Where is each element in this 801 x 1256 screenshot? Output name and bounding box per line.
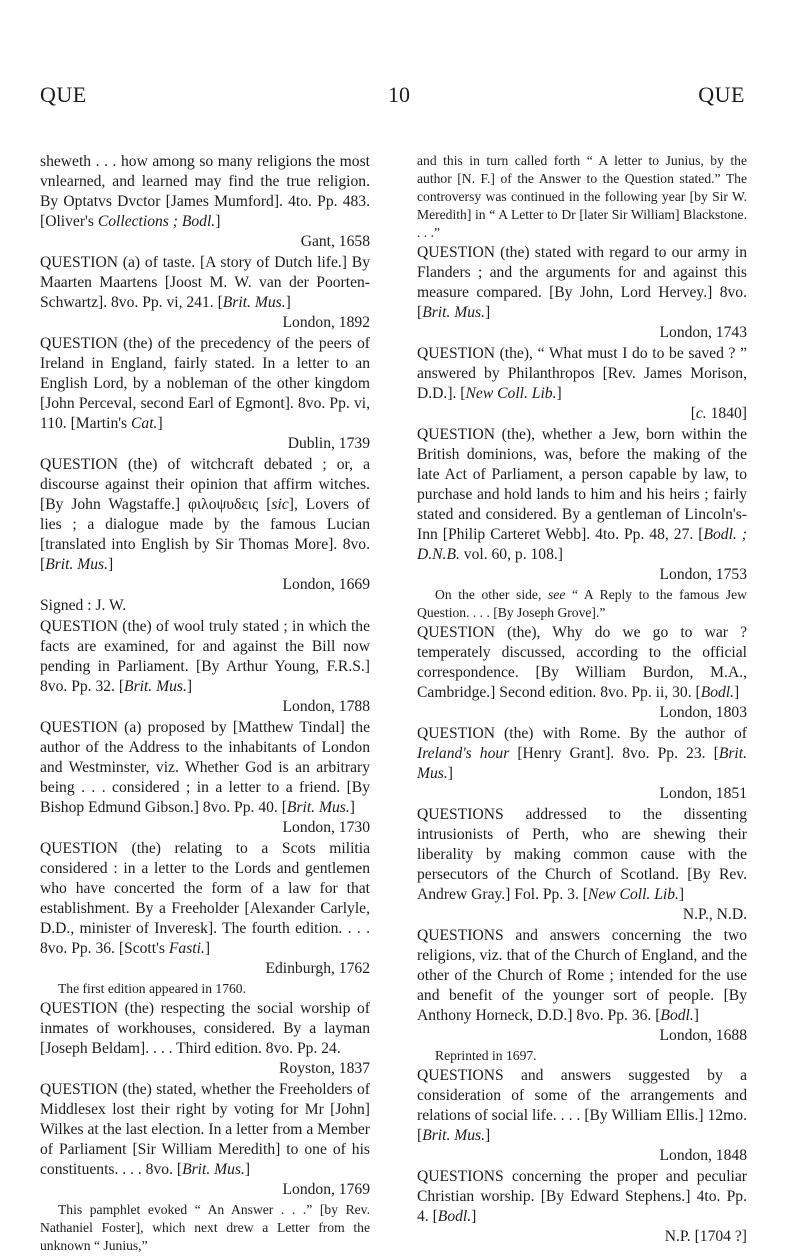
- edition-note: The first edition appeared in 1760.: [58, 981, 246, 996]
- running-header: [0, 82, 801, 110]
- entry-workhouses-worship: QUESTION (the) respecting the social worship of inmates of workhouses, considered. By a layman [Joseph Beldam]. . . . Third edition. 8vo. Pp. 24. Royston, 1837: [40, 1000, 370, 1077]
- entry-whether-a-jew: QUESTION (the), whether a Jew, born within the British dominions, was, before the making of the late Act of Parliament, a person capable by law, to purchase and hold lands to him and his heirs ; fairly stated and considered. By a gentleman of Lincoln's-Inn [Philip Carteret Webb]. 4to. Pp. 48, 27. [Bodl. ; D.N.B. vol. 60, p. 108.] London, 1753: [417, 426, 747, 583]
- entry-precedency-peers-ireland: QUESTION (the) of the precedency of the peers of Ireland in England, fairly stated. In a letter to an English Lord, by a nobleman of the other kingdom [John Perceval, second Earl of Egmont]. 8vo. Pp. vi, 110. [Martin's Cat.] Dublin, 1739: [40, 335, 370, 452]
- left-column: [40, 152, 370, 1256]
- imprint: Royston, 1837: [279, 1060, 370, 1077]
- imprint: London, 1688: [659, 1027, 747, 1044]
- entry-question-of-taste: QUESTION (a) of taste. [A story of Dutch life.] By Maarten Maartens [Joost M. W. van der Poorten-Schwartz]. 8vo. Pp. vi, 241. [Brit. Mus.] London, 1892: [40, 254, 370, 331]
- entry-optatus-ductor: sheweth . . . how among so many religions the most vnlearned, and learned may find the true religion. By Optatvs Dvctor [James Mumford]. 4to. Pp. 483. [Oliver's Collections ; Bodl.] Gant, 1658: [40, 153, 370, 250]
- pamphlet-note: This pamphlet evoked “ An Answer . . .” [by Rev. Nathaniel Foster], which next drew a Letter from the unknown “ Junius,”: [40, 1202, 370, 1253]
- imprint: London, 1730: [282, 819, 370, 836]
- jew-question-note: On the other side, see “ A Reply to the famous Jew Question. . . . [By Joseph Grove].”: [417, 587, 747, 620]
- entry-what-must-i-do: QUESTION (the), “ What must I do to be saved ? ” answered by Philanthropos [Rev. James Morison, D.D.]. [New Coll. Lib.] [c. 1840]: [417, 345, 747, 422]
- entry-christian-worship: QUESTIONS concerning the proper and peculiar Christian worship. [By Edward Stephens.] 4to. Pp. 4. [Bodl.] N.P. [1704 ?]: [417, 1168, 747, 1245]
- entry-witchcraft-debated: QUESTION (the) of witchcraft debated ; or, a discourse against their opinion that affirm witches. [By John Wagstaffe.] φιλοψυδεις [sic], Lovers of lies ; a dialogue made by the famous Lucian [translated into English by Sir Thomas More]. 8vo. [Brit. Mus.] London, 1669: [40, 456, 370, 593]
- right-headword: QUE: [698, 82, 745, 107]
- junius-note-continued: and this in turn called forth “ A letter to Junius, by the author [N. F.] of the Answer to the Question stated.” The controversy was continued in the following year [by Sir W. Meredith] in “ A Letter to Dr [later Sir William] Blackstone. . . .”: [417, 153, 747, 240]
- imprint: London, 1669: [282, 576, 370, 593]
- right-column: [417, 152, 747, 1248]
- imprint: London, 1788: [282, 698, 370, 715]
- reprint-note: Reprinted in 1697.: [435, 1048, 537, 1063]
- imprint: N.P. [1704 ?]: [664, 1228, 747, 1245]
- entry-proposed-tindal: QUESTION (a) proposed by [Matthew Tindal] the author of the Address to the inhabitants of London and Westminster, viz. Whether God is an arbitrary being . . . considered ; in a letter to a friend. [By Bishop Edmund Gibson.] 8vo. Pp. 40. [Brit. Mus.] London, 1730: [40, 719, 370, 836]
- entry-two-religions: QUESTIONS and answers concerning the two religions, viz. that of the Church of England, and the other of the Church of Rome ; intended for the use and benefit of the younger sort of people. [By Anthony Horneck, D.D.] 8vo. Pp. 36. [Bodl.] London, 1688: [417, 927, 747, 1044]
- imprint: London, 1743: [659, 324, 747, 341]
- imprint: London, 1769: [282, 1181, 370, 1198]
- imprint: Gant, 1658: [300, 233, 370, 250]
- imprint: N.P., N.D.: [682, 906, 747, 923]
- signed-note: Signed : J. W.: [40, 597, 127, 614]
- imprint: London, 1851: [659, 785, 747, 802]
- imprint: Edinburgh, 1762: [265, 960, 370, 977]
- entry-why-go-to-war: QUESTION (the), Why do we go to war ? temperately discussed, according to the official correspondence. [By William Burdon, M.A., Cambridge.] Second edition. 8vo. Pp. ii, 30. [Bodl.] London, 1803: [417, 624, 747, 721]
- left-headword: QUE: [40, 82, 87, 107]
- entry-wool-truly-stated: QUESTION (the) of wool truly stated ; in which the facts are examined, for and against the Bill now pending in Parliament. [By Arthur Young, F.R.S.] 8vo. Pp. 32. [Brit. Mus.] London, 1788: [40, 618, 370, 715]
- imprint: Dublin, 1739: [287, 435, 370, 452]
- imprint: London, 1803: [659, 704, 747, 721]
- entry-scots-militia: QUESTION (the) relating to a Scots militia considered : in a letter to the Lords and gentlemen who have concerted the form of a law for that establishment. By a Freeholder [Alexander Carlyle, D.D., minister of Inveresk]. The fourth edition. . . . 8vo. Pp. 36. [Scott's Fasti.] Edinburgh, 1762: [40, 840, 370, 977]
- imprint: London, 1848: [659, 1147, 747, 1164]
- entry-social-life: QUESTIONS and answers suggested by a consideration of some of the arrangements and relations of social life. . . . [By William Ellis.] 12mo. [Brit. Mus.] London, 1848: [417, 1067, 747, 1164]
- imprint: London, 1892: [282, 314, 370, 331]
- imprint: London, 1753: [659, 566, 747, 583]
- entry-with-rome: QUESTION (the) with Rome. By the author of Ireland's hour [Henry Grant]. 8vo. Pp. 23. [Brit. Mus.] London, 1851: [417, 725, 747, 802]
- entry-army-flanders: QUESTION (the) stated with regard to our army in Flanders ; and the arguments for and against this measure compared. [By John, Lord Hervey.] 8vo. [Brit. Mus.] London, 1743: [417, 244, 747, 341]
- entry-freeholders-middlesex: QUESTION (the) stated, whether the Freeholders of Middlesex lost their right by voting for Mr [John] Wilkes at the last election. In a letter from a Member of Parliament [Sir William Meredith] to one of his constituents. . . . 8vo. [Brit. Mus.] London, 1769: [40, 1081, 370, 1198]
- imprint: [c. 1840]: [690, 405, 747, 422]
- page-number: 10: [388, 82, 410, 107]
- entry-dissenting-intrusionists: QUESTIONS addressed to the dissenting intrusionists of Perth, who are shewing their liberality by making common cause with the persecutors of the Church of Scotland. [By Rev. Andrew Gray.] Fol. Pp. 3. [New Coll. Lib.] N.P., N.D.: [417, 806, 747, 923]
